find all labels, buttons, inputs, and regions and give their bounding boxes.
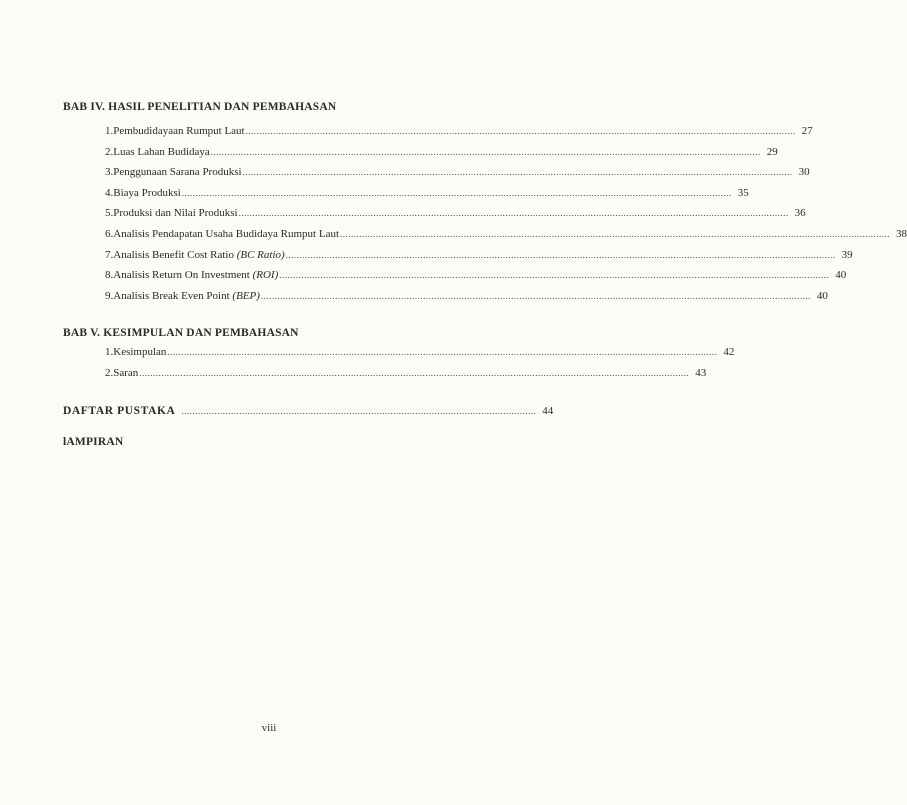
entry-label	[113, 290, 260, 302]
leader-dots: ........................................................................................................................................................................................................	[167, 347, 718, 357]
entry-number: 9.	[105, 289, 114, 302]
entry-page: 39	[841, 248, 853, 261]
entry-page: 35	[737, 186, 749, 199]
lampiran-heading: lAMPIRAN	[63, 436, 124, 448]
entry-number: 2.	[105, 145, 114, 158]
leader-dots: ........................................................................................................................................................................................................	[139, 367, 690, 378]
toc-entry	[105, 125, 813, 141]
leader-dots: .................................................................................................................................	[181, 406, 537, 416]
entry-number: 7.	[105, 248, 114, 261]
toc-entry	[105, 366, 707, 383]
toc-entry	[105, 207, 806, 223]
leader-dots: ........................................................................................................................................................................................................	[181, 187, 732, 198]
entry-page: 40	[835, 269, 847, 282]
entry-label-italic: (ROI)	[252, 269, 279, 282]
toc-entry	[105, 248, 853, 265]
entry-label	[113, 187, 181, 199]
entry-label-text: Penggunaan Sarana Produksi	[113, 166, 242, 179]
toc-entry	[105, 166, 810, 182]
daftar-pustaka-label: DAFTAR PUSTAKA	[63, 405, 176, 417]
entry-label	[113, 346, 166, 358]
entry-label	[113, 125, 244, 137]
entry-label-italic: (BEP)	[232, 289, 260, 302]
bab5-heading: BAB V. KESIMPULAN DAN PEMBAHASAN	[63, 327, 299, 339]
entry-label-text: Produksi dan Nilai Produksi	[113, 207, 238, 220]
entry-page: 43	[695, 366, 707, 379]
entry-number: 5.	[105, 207, 114, 220]
entry-page: 38	[896, 228, 907, 240]
toc-entry	[105, 289, 828, 306]
toc-entry	[105, 269, 847, 285]
entry-number: 1.	[105, 125, 114, 137]
entry-number: 6.	[105, 228, 114, 240]
entry-label	[113, 166, 241, 178]
entry-label	[113, 269, 278, 281]
leader-dots: ........................................................................................................................................................................................................	[238, 208, 789, 219]
entry-label-text: Biaya Produksi	[113, 186, 181, 199]
entry-number: 1.	[105, 346, 114, 358]
entry-number: 4.	[105, 186, 114, 199]
entry-page: 27	[801, 125, 813, 137]
entry-label	[113, 367, 138, 379]
leader-dots: ........................................................................................................................................................................................................	[285, 249, 836, 260]
toc-entry	[105, 145, 778, 162]
entry-label	[113, 228, 339, 240]
entry-label-text: Analisis Pendapatan Usaha Budidaya Rumput Laut	[113, 228, 340, 240]
entry-page: 42	[723, 346, 735, 358]
entry-number: 2.	[105, 366, 114, 379]
toc-entry	[105, 228, 907, 244]
entry-label-text: Analisis Break Even Point	[113, 289, 233, 302]
entry-label-text: Kesimpulan	[113, 346, 167, 358]
entry-label-text: Analisis Benefit Cost Ratio	[113, 248, 237, 261]
toc-entry	[105, 186, 749, 203]
entry-label-text: Saran	[113, 366, 139, 379]
entry-page: 29	[766, 145, 778, 158]
entry-label	[113, 207, 237, 219]
leader-dots: ........................................................................................................................................................................................................	[279, 270, 830, 281]
entry-label-text: Luas Lahan Budidaya	[113, 145, 210, 158]
leader-dots: ........................................................................................................................................................................................................	[260, 290, 811, 301]
entry-page: 30	[798, 166, 810, 179]
daftar-pustaka-entry	[63, 405, 554, 421]
toc-entry	[105, 346, 735, 362]
leader-dots: ........................................................................................................................................................................................................	[340, 229, 891, 239]
leader-dots: ........................................................................................................................................................................................................	[210, 146, 761, 157]
daftar-pustaka-page: 44	[542, 405, 554, 417]
entry-label	[113, 249, 284, 261]
entry-number: 3.	[105, 166, 114, 179]
entry-label-text: Pembudidayaan Rumput Laut	[113, 125, 245, 137]
entry-label	[113, 146, 210, 158]
leader-dots: ........................................................................................................................................................................................................	[245, 126, 796, 136]
page-number: viii	[261, 722, 277, 734]
entry-label-text: Analisis Return On Investment	[113, 269, 253, 282]
entry-page: 36	[794, 207, 806, 220]
entry-number: 8.	[105, 269, 114, 282]
entry-label-italic: (BC Ratio)	[236, 248, 285, 261]
entry-page: 40	[816, 289, 828, 302]
leader-dots: ........................................................................................................................................................................................................	[242, 167, 793, 178]
bab4-heading: BAB IV. HASIL PENELITIAN DAN PEMBAHASAN	[63, 101, 337, 113]
